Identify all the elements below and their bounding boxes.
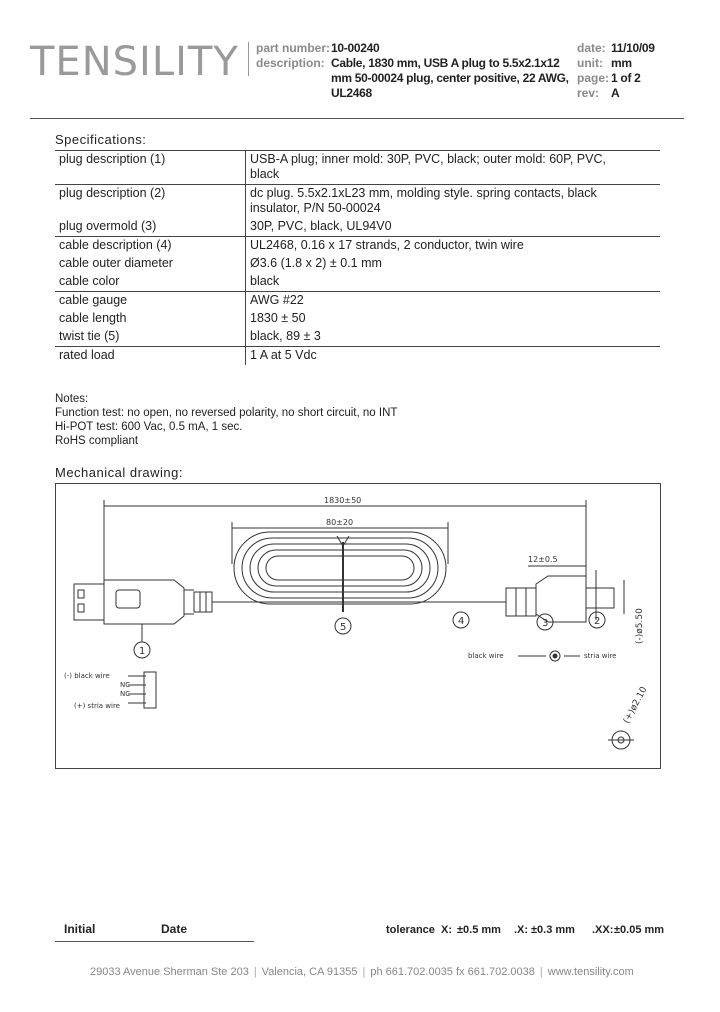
dim-id-text: (+)ø2.10 xyxy=(621,685,650,726)
spec-value xyxy=(246,255,661,273)
footer-address: 29033 Avenue Sherman Ste 203 xyxy=(90,966,249,978)
description-label: description: xyxy=(256,56,325,70)
signoff-rule xyxy=(55,941,254,942)
header-divider xyxy=(248,42,249,76)
callout-5: 5 xyxy=(340,622,347,633)
tol-xxx-label: .XX: xyxy=(592,924,614,936)
date-label: date: xyxy=(577,41,606,55)
tol-x-value: ±0.5 mm xyxy=(457,924,501,936)
company-footer: 29033 Avenue Sherman Ste 203 | Valencia, CA 91355 | ph 661.702.0035 fx 661.702.0038 | www.tensility.com xyxy=(90,966,634,978)
spec-value-line: black xyxy=(250,274,280,288)
spec-key: plug description (2) xyxy=(55,185,246,219)
polarity-right-label: stria wire xyxy=(584,652,617,660)
footer-phone: ph 661.702.0035 xyxy=(370,966,453,978)
description-line-2: mm 50-00024 plug, center positive, 22 AWG, xyxy=(331,71,569,85)
spec-value-line: Ø3.6 (1.8 x 2) ± 0.1 mm xyxy=(250,256,382,270)
polarity-symbol xyxy=(468,651,616,661)
tolerance-label: tolerance xyxy=(386,924,435,936)
spec-key: cable color xyxy=(55,273,246,292)
spec-value-line: 1 A at 5 Vdc xyxy=(250,348,317,362)
dim-od-group xyxy=(635,608,645,644)
spec-row xyxy=(55,310,660,328)
spec-value xyxy=(246,185,661,219)
spec-value xyxy=(246,218,661,237)
tol-xxx-value: ±0.05 mm xyxy=(614,924,665,936)
spec-value xyxy=(246,151,661,185)
spec-row xyxy=(55,328,660,347)
description-line-3: UL2468 xyxy=(331,86,372,100)
unit-label: unit: xyxy=(577,56,603,70)
pin-black-wire: (-) black wire xyxy=(64,672,110,680)
mechanical-drawing-title: Mechanical drawing: xyxy=(55,465,184,480)
specifications-table xyxy=(55,150,660,365)
footer-fax: fx 661.702.0038 xyxy=(456,966,535,978)
spec-value-line: 1830 ± 50 xyxy=(250,311,306,325)
spec-value xyxy=(246,273,661,292)
spec-row xyxy=(55,237,660,256)
spec-row xyxy=(55,273,660,292)
callout-1: 1 xyxy=(139,646,146,657)
dim-coil-text: 80±20 xyxy=(326,518,354,527)
dim-plug-text: 12±0.5 xyxy=(528,555,558,564)
rev-value: A xyxy=(611,86,620,100)
spec-value-line: 30P, PVC, black, UL94V0 xyxy=(250,219,392,233)
usb-pinout xyxy=(64,672,156,710)
pin-stria-wire: (+) stria wire xyxy=(74,702,120,710)
spec-value-line: USB-A plug; inner mold: 30P, PVC, black; outer mold: 60P, PVC, xyxy=(250,152,606,166)
notes-rohs: RoHS compliant xyxy=(55,435,139,447)
spec-row xyxy=(55,292,660,311)
spec-value-line: UL2468, 0.16 x 17 strands, 2 conductor, twin wire xyxy=(250,238,524,252)
pin-nc-1: NC xyxy=(120,681,131,689)
cable-coil xyxy=(234,532,446,604)
spec-value-line: insulator, P/N 50-00024 xyxy=(250,201,381,215)
tol-x-label: X: xyxy=(441,924,452,936)
footer-web[interactable]: www.tensility.com xyxy=(547,966,634,978)
unit-value: mm xyxy=(611,56,632,70)
spec-key: rated load xyxy=(55,347,246,366)
description-line-1: Cable, 1830 mm, USB A plug to 5.5x2.1x12 xyxy=(331,56,560,70)
initial-label: Initial xyxy=(64,922,96,936)
date-signoff-label: Date xyxy=(161,922,188,936)
notes-function-test: Function test: no open, no reversed polarity, no short circuit, no INT xyxy=(55,407,398,419)
dim-total-text: 1830±50 xyxy=(324,496,362,505)
page-value: 1 of 2 xyxy=(611,71,641,85)
page-label: page: xyxy=(577,71,610,85)
specifications-title: Specifications: xyxy=(55,132,147,147)
notes-title: Notes: xyxy=(55,393,89,405)
spec-row xyxy=(55,347,660,366)
callout-4: 4 xyxy=(458,616,465,627)
rev-label: rev: xyxy=(577,86,600,100)
spec-key: cable gauge xyxy=(55,292,246,311)
spec-row xyxy=(55,218,660,237)
spec-value xyxy=(246,310,661,328)
header-rule xyxy=(30,118,684,119)
spec-value-line: black xyxy=(250,167,280,181)
spec-key: cable description (4) xyxy=(55,237,246,256)
spec-value xyxy=(246,292,661,311)
usb-a-plug xyxy=(74,580,212,624)
spec-value-line: dc plug. 5.5x2.1xL23 mm, molding style. spring contacts, black xyxy=(250,186,597,200)
spec-value xyxy=(246,347,661,366)
spec-key: cable outer diameter xyxy=(55,255,246,273)
spec-key: plug description (1) xyxy=(55,151,246,185)
notes-block xyxy=(55,392,397,448)
dim-od-text: (-)ø5.50 xyxy=(635,608,645,644)
spec-key: cable length xyxy=(55,310,246,328)
spec-row xyxy=(55,255,660,273)
pin-nc-2: NC xyxy=(120,690,131,698)
spec-value-line: black, 89 ± 3 xyxy=(250,329,321,343)
notes-hipot-test: Hi-POT test: 600 Vac, 0.5 mA, 1 sec. xyxy=(55,421,243,433)
polarity-left-label: black wire xyxy=(468,652,504,660)
spec-row xyxy=(55,151,660,185)
dc-plug xyxy=(506,570,624,622)
spec-value xyxy=(246,237,661,256)
mechanical-drawing xyxy=(55,483,661,769)
spec-row xyxy=(55,185,660,219)
tol-xx-label: .X: xyxy=(514,924,529,936)
date-value: 11/10/09 xyxy=(611,41,655,55)
dc-end-view xyxy=(608,685,650,749)
part-number-label: part number: xyxy=(256,41,331,55)
company-logo: TENSILITY xyxy=(30,39,239,85)
cable-drawing xyxy=(56,484,660,768)
spec-value-line: AWG #22 xyxy=(250,293,304,307)
callout-3: 3 xyxy=(542,618,549,629)
spec-value xyxy=(246,328,661,347)
spec-key: twist tie (5) xyxy=(55,328,246,347)
footer-city: Valencia, CA 91355 xyxy=(261,966,358,978)
callouts xyxy=(134,612,605,658)
callout-2: 2 xyxy=(594,616,601,627)
part-number-value: 10-00240 xyxy=(331,41,380,55)
spec-key: plug overmold (3) xyxy=(55,218,246,237)
tol-xx-value: ±0.3 mm xyxy=(531,924,575,936)
